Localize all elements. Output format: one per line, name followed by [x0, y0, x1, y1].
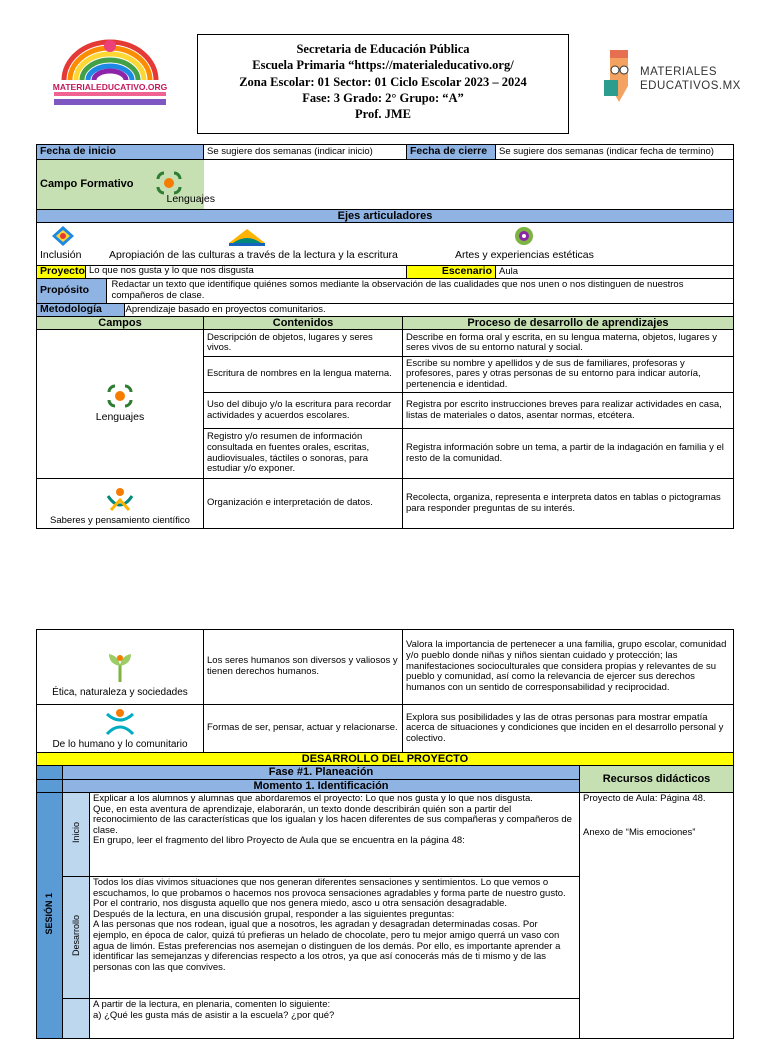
campo-lenguajes-label: Lenguajes [95, 411, 145, 424]
header-line-1: Secretaria de Educación Pública [296, 42, 470, 56]
proposito-label: Propósito [37, 279, 204, 304]
proceso-cell: Describe en forma oral y escrita, en su lengua materna, objetos, lugares y seres vivos de su entorno natural y social. [403, 330, 734, 357]
logo-right-line2: EDUCATIVOS.MX [640, 80, 741, 92]
contenido-cell: Uso del dibujo y/o la escritura para recordar actividades y acuerdos escolares. [204, 393, 403, 429]
header-contenidos: Contenidos [204, 316, 403, 329]
header-line-5: Prof. JME [354, 107, 411, 121]
eje-apropiacion: Apropiación de las culturas a través de la lectura y la escritura [109, 249, 398, 262]
fecha-cierre-label: Fecha de cierre [407, 145, 496, 160]
contenido-cell: Registro y/o resumen de información consultada en fuentes orales, escritas, audiovisuales, táctiles o sonoras, para estudiar y/o exponer. [204, 429, 403, 479]
header-line-4: Fase: 3 Grado: 2° Grupo: “A” [302, 90, 464, 105]
school-header [197, 34, 569, 134]
logo-left-text: MATERIALEDUCATIVO.ORG [52, 82, 168, 92]
logo-right-line1: MATERIALES [640, 66, 717, 78]
humano-icon [103, 708, 137, 736]
header-campos: Campos [37, 316, 204, 329]
contenido-cell: Escritura de nombres en la lengua materna. [204, 357, 403, 393]
contenido-cell: Organización e interpretación de datos. [204, 479, 403, 529]
eje-artes: Artes y experiencias estéticas [455, 249, 594, 262]
metodologia-label: Metodología [37, 304, 204, 317]
fecha-inicio-label: Fecha de inicio [37, 145, 204, 160]
desarrollo-label: Desarrollo [63, 876, 90, 998]
lenguajes-icon [105, 384, 135, 408]
logo-right [600, 46, 740, 108]
recursos-title: Recursos didácticos [580, 766, 734, 793]
cierre-text: A partir de la lectura, en plenaria, comenten lo siguiente: a) ¿Qué les gusta más de asistir a la escuela? ¿por qué? [90, 998, 580, 1038]
proposito-value: Redactar un texto que identifique quiénes somos mediante la observación de las cualidades que nos unen o nos distinguen de nuestros compañeros de clase. [204, 279, 734, 304]
saberes-icon [103, 486, 137, 512]
planning-table-top [36, 144, 733, 529]
artes-icon [513, 225, 535, 247]
recurso-proyecto-aula: Proyecto de Aula: Página 48. [583, 792, 706, 804]
lenguajes-icon [154, 171, 184, 195]
metodologia-value: Aprendizaje basado en proyectos comunitarios. [204, 304, 734, 317]
rainbow-logo-icon [50, 32, 170, 108]
proceso-cell: Escribe su nombre y apellidos y de sus de familiares, profesoras y profesores, pares y otras personas de su entorno para indicar autoría, pertenencia e identidad. [403, 357, 734, 393]
campo-formativo-value: Lenguajes [204, 159, 734, 209]
inicio-label: Inicio [63, 792, 90, 876]
campo-humano [37, 705, 204, 753]
proyecto-label: Proyecto Lo que nos gusta y lo que nos disgusta [37, 266, 204, 279]
planning-table-bottom [36, 629, 733, 1039]
header-line-3: Zona Escolar: 01 Sector: 01 Ciclo Escolar 2023 – 2024 [239, 74, 527, 89]
momento-title: Momento 1. Identificación [63, 779, 580, 792]
ejes-title: Ejes articuladores [37, 209, 734, 222]
campo-saberes-label: Saberes y pensamiento científico [50, 514, 190, 526]
inicio-text: Explicar a los alumnos y alumnas que abordaremos el proyecto: Lo que nos gusta y lo que nos disgusta. Que, en esta aventura de aprendizaje, elaborarán, un texto donde describirán quién son a partir del reconocimiento de las características que los igualan y los hacen diferentes de sus compañeras y compañeros de clase. En grupo, leer el fragmento del libro Proyecto de Aula que se encuentra en la página 48: [90, 792, 580, 876]
campo-lenguajes [37, 330, 204, 479]
etica-icon [105, 650, 135, 684]
header-line-2: Escuela Primaria “https://materialeducativo.org/ [252, 58, 514, 73]
eje-inclusion: Inclusión [40, 249, 82, 262]
proceso-cell: Registra información sobre un tema, a partir de la indagación en familia y el resto de la comunidad. [403, 429, 734, 479]
proceso-cell: Valora la importancia de pertenecer a una familia, grupo escolar, comunidad y/o pueblo donde niñas y niños sientan cuidado y protección; las manifestaciones socioculturales que considera propias y relevantes de su pueblo y comunidad, así como la relevancia de ejercer sus derechos humanos con un sentido de corresponsabilidad y reciprocidad. [403, 630, 734, 705]
proyecto-value: Lo que nos gusta y lo que nos disgusta [86, 266, 254, 278]
logo-left [50, 32, 170, 108]
campo-etica [37, 630, 204, 705]
pencil-mascot-icon [600, 46, 638, 106]
proceso-cell: Explora sus posibilidades y las de otras personas para mostrar empatía acerca de situaciones y condiciones que inciden en el desarrollo personal y colectivo. [403, 705, 734, 753]
inclusion-icon [51, 225, 75, 247]
recurso-anexo-emociones: Anexo de “Mis emociones” [583, 826, 696, 838]
campo-etica-label: Ética, naturaleza y sociedades [52, 686, 188, 698]
desarrollo-text: Todos los días vivimos situaciones que nos generan diferentes sensaciones y sentimientos. Lo que vemos o escuchamos, lo que probamos o hacemos nos provoca sensaciones agradables y forma parte de nuestro gusto. Por el contrario, nos disgusta aquello que nos genera miedo, asco u otra sensación desagradable. Después de la lectura, en una discusión grupal, responder a las siguientes preguntas: A las personas que nos rodean, igual que a nosotros, les agradan y desagradan determinadas cosas. Por ejemplo, en época de calor, quizá tú prefieras un helado de chocolate, pero tu mejor amigo querrá un vaso con agua de limón. Estas preferencias nos asemejan o distinguen de los demás. Por ello, es importante aprender a identificar las semejanzas y diferencias respecto a los otros, ya que así conocerás más de ti mismo y de las personas con las que convives. [90, 876, 580, 998]
proceso-cell: Recolecta, organiza, representa e interpreta datos en tablas o pictogramas para responder preguntas de su interés. [403, 479, 734, 529]
contenido-cell: Formas de ser, pensar, actuar y relacionarse. [204, 705, 403, 753]
proceso-cell: Registra por escrito instrucciones breves para realizar actividades en casa, listas de materiales o datos, asentar normas, etcétera. [403, 393, 734, 429]
sesion-1-label: SESIÓN 1 [37, 792, 63, 1038]
escenario-label: Escenario [407, 266, 496, 279]
desarrollo-title: DESARROLLO DEL PROYECTO [37, 753, 734, 766]
campo-saberes [37, 479, 204, 529]
escenario-value: Aula [496, 266, 734, 279]
fecha-inicio-value: Se sugiere dos semanas (indicar inicio) [204, 145, 407, 160]
campo-humano-label: De lo humano y lo comunitario [52, 738, 188, 750]
campo-formativo-label: Campo Formativo [37, 159, 204, 209]
fase-title: Fase #1. Planeación [63, 766, 580, 779]
contenido-cell: Descripción de objetos, lugares y seres vivos. [204, 330, 403, 357]
ejes-row [37, 223, 734, 266]
contenido-cell: Los seres humanos son diversos y valiosos y tienen derechos humanos. [204, 630, 403, 705]
apropiacion-icon [227, 225, 267, 247]
header-proceso: Proceso de desarrollo de aprendizajes [403, 316, 734, 329]
fecha-cierre-value: Se sugiere dos semanas (indicar fecha de termino) [496, 145, 734, 160]
recursos-cell [580, 792, 734, 1038]
